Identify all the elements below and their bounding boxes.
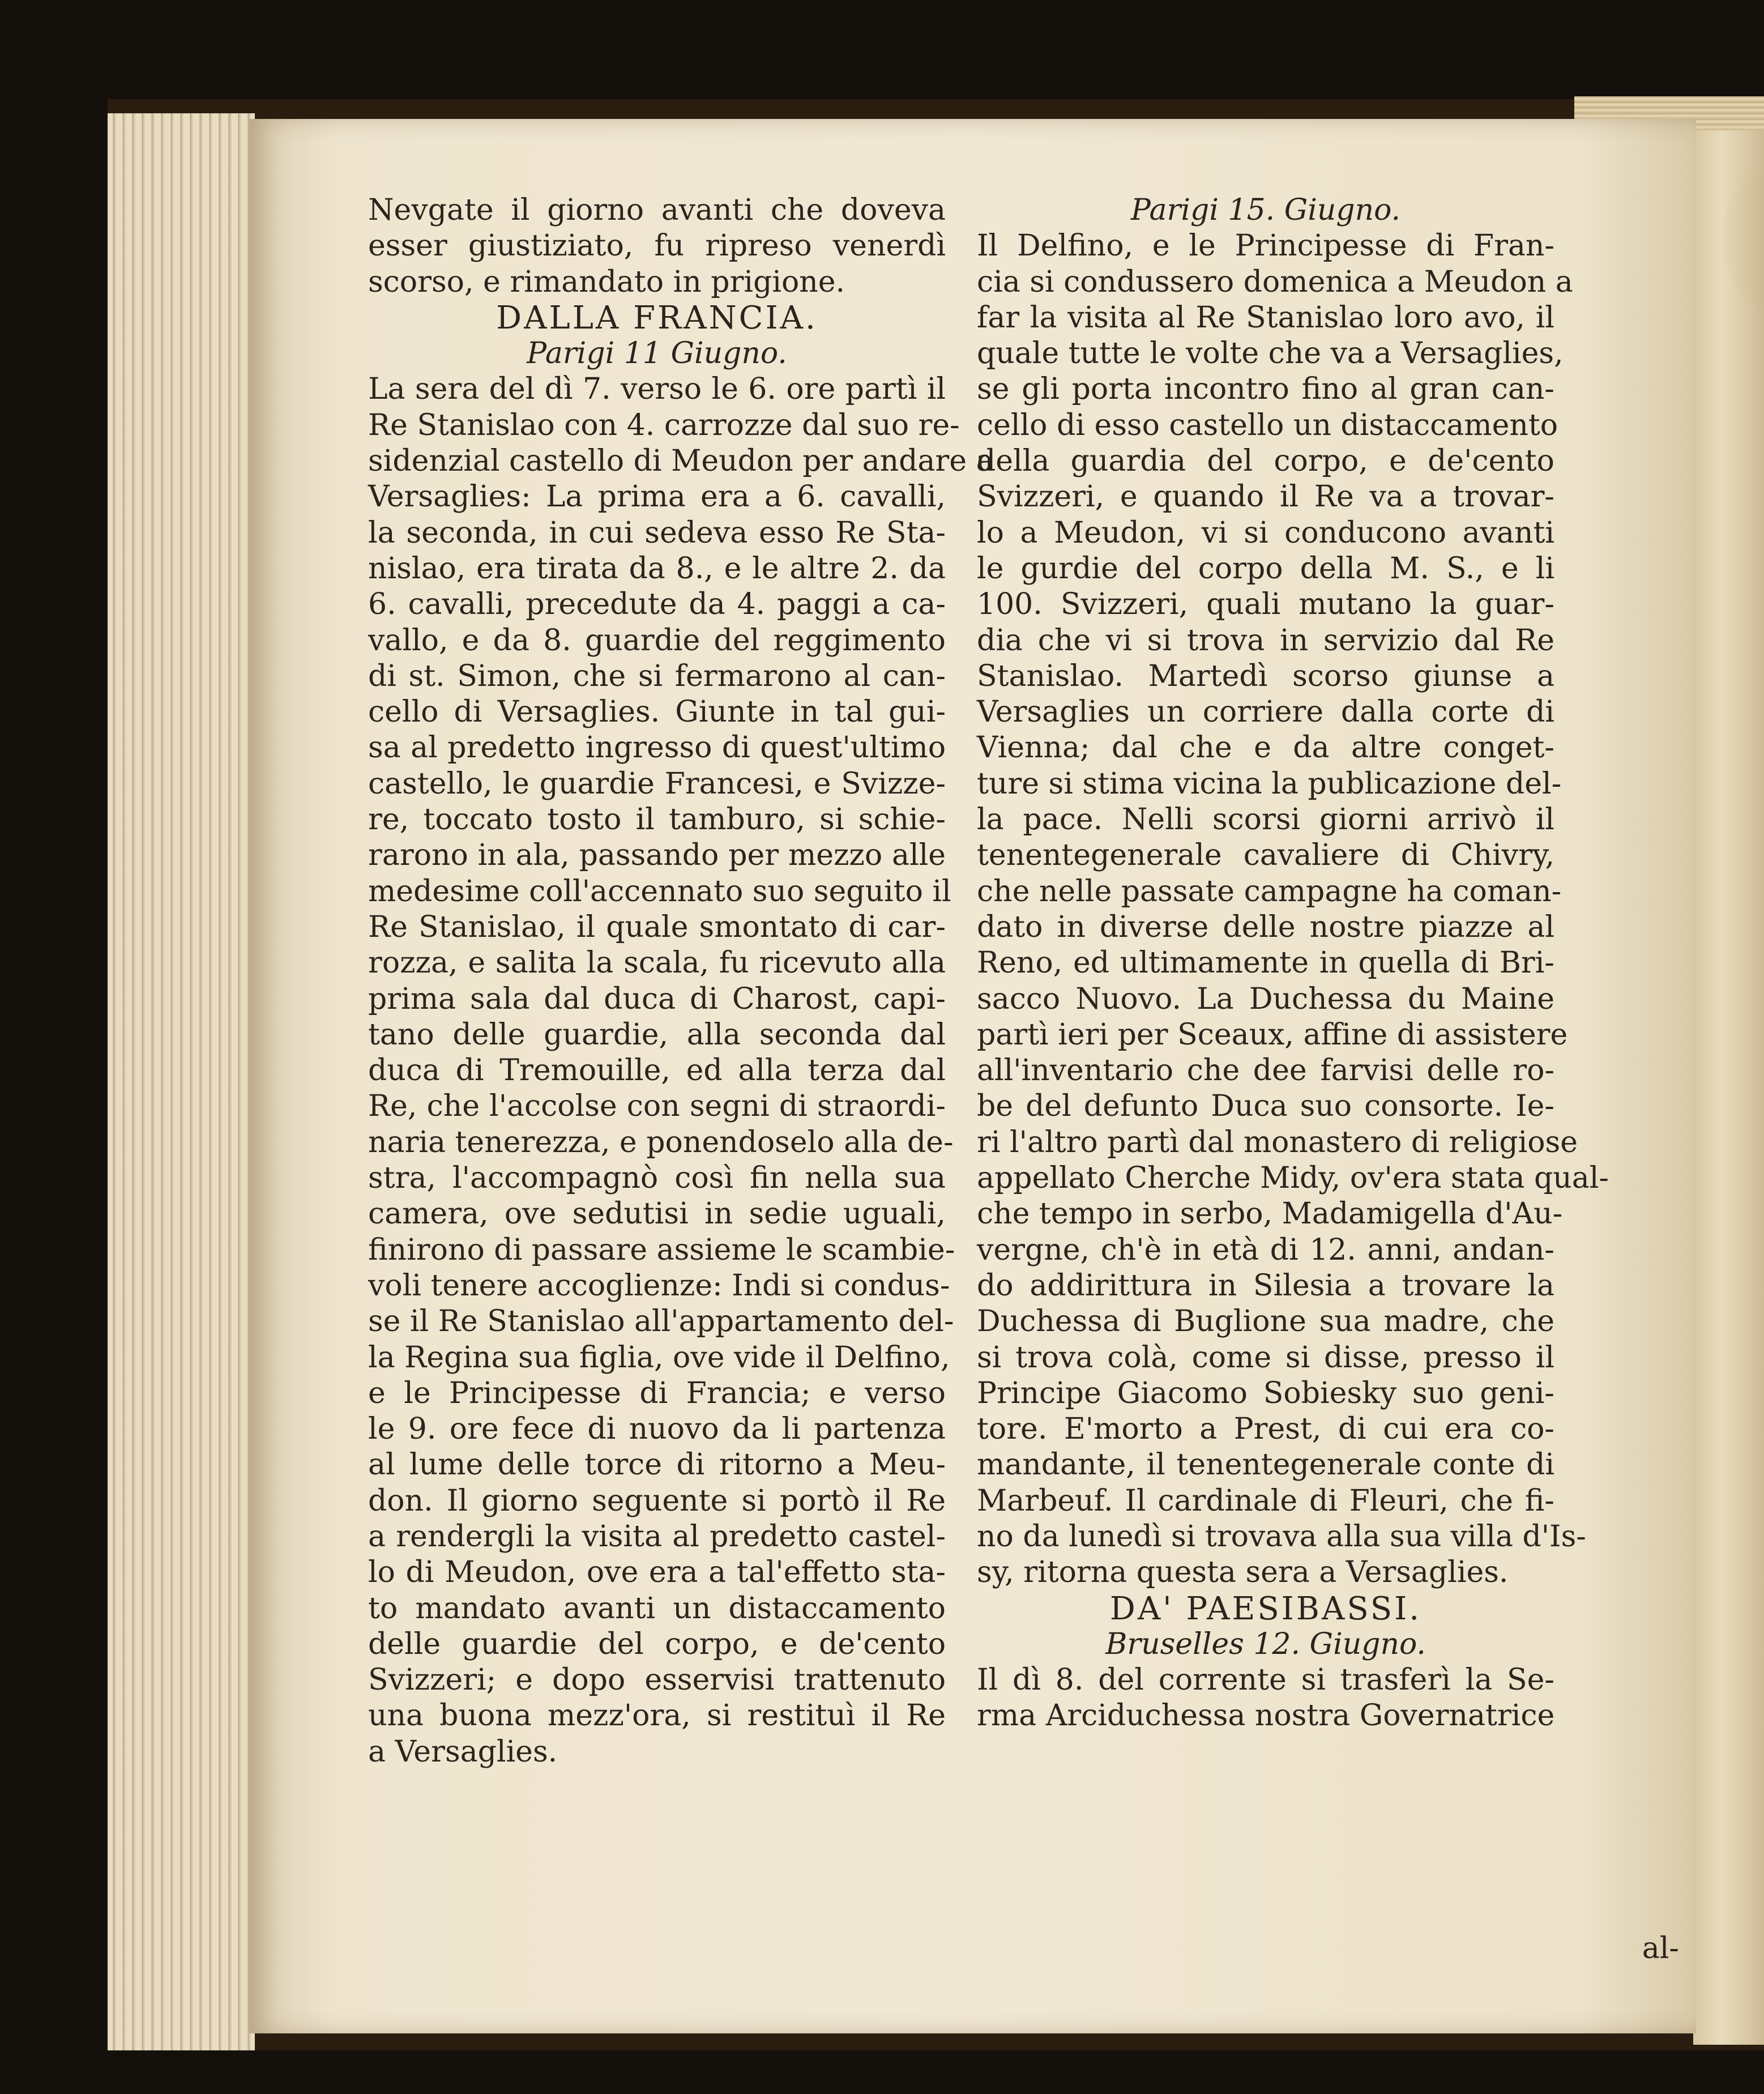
text-line: 6. cavalli, precedute da 4. paggi a ca- [368, 587, 946, 622]
text-line: be del defunto Duca suo consorte. Ie- [977, 1089, 1554, 1124]
text-line: do addirittura in Silesia a trovare la [977, 1268, 1554, 1303]
text-line: tenentegenerale cavaliere di Chivry, [977, 838, 1554, 873]
text-line: Re Stanislao, il quale smontato di car- [368, 910, 946, 944]
text-line: voli tenere accoglienze: Indi si condus- [368, 1268, 950, 1303]
catchword: al- [1642, 1931, 1679, 1965]
text-line: Principe Giacomo Sobiesky suo geni- [977, 1376, 1554, 1410]
text-line: la Regina sua figlia, ove vide il Delfino, [368, 1340, 950, 1375]
text-line: Versaglies: La prima era a 6. cavalli, [368, 480, 946, 514]
text-line: sidenzial castello di Meudon per andare a [368, 444, 994, 479]
right-column [977, 193, 1609, 1734]
text-line: far la visita al Re Stanislao loro avo, il [977, 300, 1554, 335]
text-line: cello di esso castello un distaccamento [977, 408, 1558, 442]
text-line: sacco Nuovo. La Duchessa du Maine [977, 982, 1554, 1016]
text-line: sy, ritorna questa sera a Versaglies. [977, 1555, 1509, 1590]
text-line: camera, ove sedutisi in sedie uguali, [368, 1197, 946, 1231]
article-body [977, 228, 1609, 1590]
text-line: cello di Versaglies. Giunte in tal gui- [368, 695, 946, 730]
text-line: Svizzeri, e quando il Re va a trovar- [977, 480, 1554, 514]
text-line: tano delle guardie, alla seconda dal [368, 1017, 946, 1052]
text-line: re, toccato tosto il tamburo, si schie- [368, 803, 946, 837]
text-line: finirono di passare assieme le scambie- [368, 1232, 955, 1267]
text-line: medesime coll'accennato suo seguito il [368, 874, 951, 909]
text-line: Stanislao. Martedì scorso giunse a [977, 659, 1554, 693]
text-line: rozza, e salita la scala, fu ricevuto alla [368, 946, 946, 980]
text-line: sa al predetto ingresso di quest'ultimo [368, 731, 946, 765]
text-line: la pace. Nelli scorsi giorni arrivò il [977, 803, 1554, 837]
text-line: a Versaglies. [368, 1734, 558, 1769]
text-line: Duchessa di Buglione sua madre, che [977, 1304, 1554, 1339]
text-line: esser giustiziato, fu ripreso venerdì [368, 229, 946, 263]
text-line: Re, che l'accolse con segni di straordi- [368, 1089, 946, 1124]
text-line: cia si condussero domenica a Meudon a [977, 265, 1573, 299]
text-line: quale tutte le volte che va a Versaglies, [977, 336, 1564, 371]
text-line: rarono in ala, passando per mezzo alle [368, 838, 946, 873]
text-line: ri l'altro partì dal monastero di religiose [977, 1125, 1578, 1159]
text-line: to mandato avanti un distaccamento [368, 1591, 946, 1626]
text-line: le gurdie del corpo della M. S., e li [977, 551, 1554, 586]
text-line: vergne, ch'è in età di 12. anni, andan- [977, 1232, 1554, 1267]
dateline: Parigi 15. Giugno. [1130, 193, 1401, 227]
book-page [249, 119, 1696, 2033]
text-line: le 9. ore fece di nuovo da li partenza [368, 1412, 946, 1447]
text-line: tore. E'morto a Prest, di cui era co- [977, 1412, 1554, 1447]
text-line: no da lunedì si trovava alla sua villa d'Is- [977, 1519, 1586, 1554]
text-line: 100. Svizzeri, quali mutano la guar- [977, 587, 1554, 622]
text-line: naria tenerezza, e ponendoselo alla de- [368, 1125, 954, 1159]
text-line: di st. Simon, che si fermarono al can- [368, 659, 946, 693]
text-line: Reno, ed ultimamente in quella di Bri- [977, 946, 1554, 980]
text-line: la seconda, in cui sedeva esso Re Sta- [368, 515, 946, 550]
article-body [368, 372, 994, 1770]
text-line: rma Arciduchessa nostra Governatrice [977, 1699, 1555, 1733]
text-line: prima sala dal duca di Charost, capi- [368, 982, 946, 1016]
text-line: Svizzeri; e dopo esservisi trattenuto [368, 1663, 946, 1698]
text-line: Il dì 8. del corrente si trasferì la Se- [977, 1663, 1554, 1698]
text-line: partì ieri per Sceaux, affine di assistere [977, 1017, 1568, 1052]
text-line: vallo, e da 8. guardie del reggimento [368, 623, 946, 658]
page-edges-left [108, 113, 255, 2050]
text-line: una buona mezz'ora, si restituì il Re [368, 1699, 946, 1733]
text-line: della guardia del corpo, e de'cento [977, 444, 1554, 479]
text-line: Re Stanislao con 4. carrozze dal suo re- [368, 408, 960, 442]
text-line: a rendergli la visita al predetto castel- [368, 1519, 946, 1554]
text-line: scorso, e rimandato in prigione. [368, 265, 845, 299]
dateline: Bruselles 12. Giugno. [1105, 1627, 1426, 1661]
dateline: Parigi 11 Giugno. [527, 336, 787, 371]
text-line: se il Re Stanislao all'appartamento del- [368, 1304, 954, 1339]
text-line: dato in diverse delle nostre piazze al [977, 910, 1554, 944]
text-line: castello, le guardie Francesi, e Svizze- [368, 766, 946, 801]
text-line: nislao, era tirata da 8., e le altre 2. da [368, 551, 946, 586]
section-heading: DALLA FRANCIA. [496, 299, 818, 336]
text-line: che nelle passate campagne ha coman- [977, 874, 1562, 909]
article-body [977, 1662, 1554, 1734]
left-column [368, 193, 994, 1770]
text-line: duca di Tremouille, ed alla terza dal [368, 1054, 946, 1088]
page-edges-right [1693, 130, 1764, 2045]
text-line: stra, l'accompagnò così fin nella sua [368, 1161, 946, 1196]
text-line: si trova colà, come si disse, presso il [977, 1340, 1554, 1375]
text-line: e le Principesse di Francia; e verso [368, 1376, 946, 1410]
text-line: Il Delfino, e le Principesse di Fran- [977, 229, 1554, 263]
text-line: all'inventario che dee farvisi delle ro- [977, 1054, 1554, 1088]
text-line: se gli porta incontro fino al gran can- [977, 372, 1554, 407]
text-line: lo di Meudon, ove era a tal'effetto sta- [368, 1555, 946, 1590]
text-line: appellato Cherche Midy, ov'era stata qual- [977, 1161, 1609, 1196]
text-line: mandante, il tenentegenerale conte di [977, 1448, 1554, 1482]
text-line: al lume delle torce di ritorno a Meu- [368, 1448, 946, 1482]
text-line: Nevgate il giorno avanti che doveva [368, 193, 946, 227]
text-line: Marbeuf. Il cardinale di Fleuri, che fi- [977, 1483, 1554, 1518]
text-line: dia che vi si trova in servizio dal Re [977, 623, 1554, 658]
text-line: lo a Meudon, vi si conducono avanti [977, 515, 1554, 550]
text-line: delle guardie del corpo, e de'cento [368, 1627, 946, 1661]
text-line: Versaglies un corriere dalla corte di [977, 695, 1554, 730]
section-heading: DA' PAESIBASSI. [1109, 1590, 1422, 1627]
text-line: La sera del dì 7. verso le 6. ore partì il [368, 372, 946, 407]
text-line: don. Il giorno seguente si portò il Re [368, 1483, 946, 1518]
text-line: che tempo in serbo, Madamigella d'Au- [977, 1197, 1563, 1231]
text-line: ture si stima vicina la publicazione del- [977, 766, 1562, 801]
text-line: Vienna; dal che e da altre conget- [977, 731, 1554, 765]
